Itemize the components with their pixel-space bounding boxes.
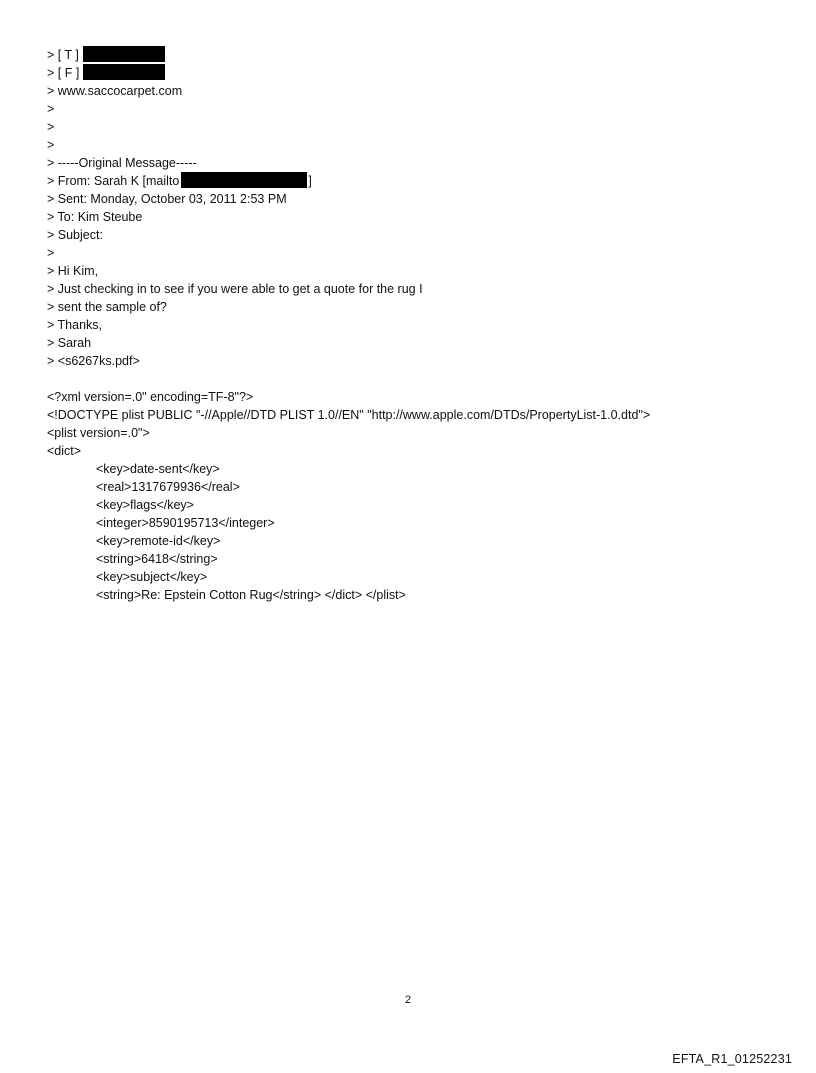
body-line: > sent the sample of? (47, 300, 167, 314)
greeting-line: > Hi Kim, (47, 264, 99, 278)
plist-entry: <integer>8590195713</integer> (96, 516, 275, 530)
blank-quote-line: > (47, 138, 55, 152)
signature-line: > Sarah (47, 336, 92, 350)
blank-quote-line: > (47, 246, 55, 260)
fax-prefix: > [ F ] (47, 66, 80, 80)
document-id: EFTA_R1_01252231 (672, 1052, 792, 1066)
dict-open: <dict> (47, 444, 82, 458)
plist-open: <plist version=.0"> (47, 426, 150, 440)
fax-line (47, 64, 787, 82)
redaction-block (83, 46, 165, 62)
attachment-line: > <s6267ks.pdf> (47, 354, 140, 368)
thanks-line: > Thanks, (47, 318, 103, 332)
plist-entry: <string>6418</string> (96, 552, 218, 566)
plist-entry: <key>remote-id</key> (96, 534, 221, 548)
page-number: 2 (404, 994, 412, 1006)
original-message-header: > -----Original Message----- (47, 156, 197, 170)
plist-entry: <string>Re: Epstein Cotton Rug</string> </dict> </plist> (96, 588, 406, 602)
xml-declaration: <?xml version=.0" encoding=TF-8"?> (47, 390, 254, 404)
to-line: > To: Kim Steube (47, 210, 143, 224)
plist-entry: <real>1317679936</real> (96, 480, 240, 494)
blank-quote-line: > (47, 102, 55, 116)
from-prefix: > From: Sarah K [mailto (47, 174, 180, 188)
redaction-block (181, 172, 307, 188)
spacer (47, 370, 787, 388)
doctype-line: <!DOCTYPE plist PUBLIC "-//Apple//DTD PLIST 1.0//EN" "http://www.apple.com/DTDs/PropertyList-1.0.dtd"> (47, 408, 651, 422)
from-suffix: ] (308, 174, 312, 188)
plist-entry: <key>flags</key> (96, 498, 194, 512)
subject-line: > Subject: (47, 228, 103, 242)
sent-line: > Sent: Monday, October 03, 2011 2:53 PM (47, 192, 287, 206)
phone-prefix: > [ T ] (47, 48, 79, 62)
from-line (47, 172, 787, 190)
document-body (47, 46, 787, 604)
plist-entry: <key>date-sent</key> (96, 462, 220, 476)
phone-line (47, 46, 787, 64)
blank-quote-line: > (47, 120, 55, 134)
redaction-block (83, 64, 165, 80)
plist-entry: <key>subject</key> (96, 570, 208, 584)
body-line: > Just checking in to see if you were able to get a quote for the rug I (47, 282, 423, 296)
website-line: > www.saccocarpet.com (47, 84, 183, 98)
